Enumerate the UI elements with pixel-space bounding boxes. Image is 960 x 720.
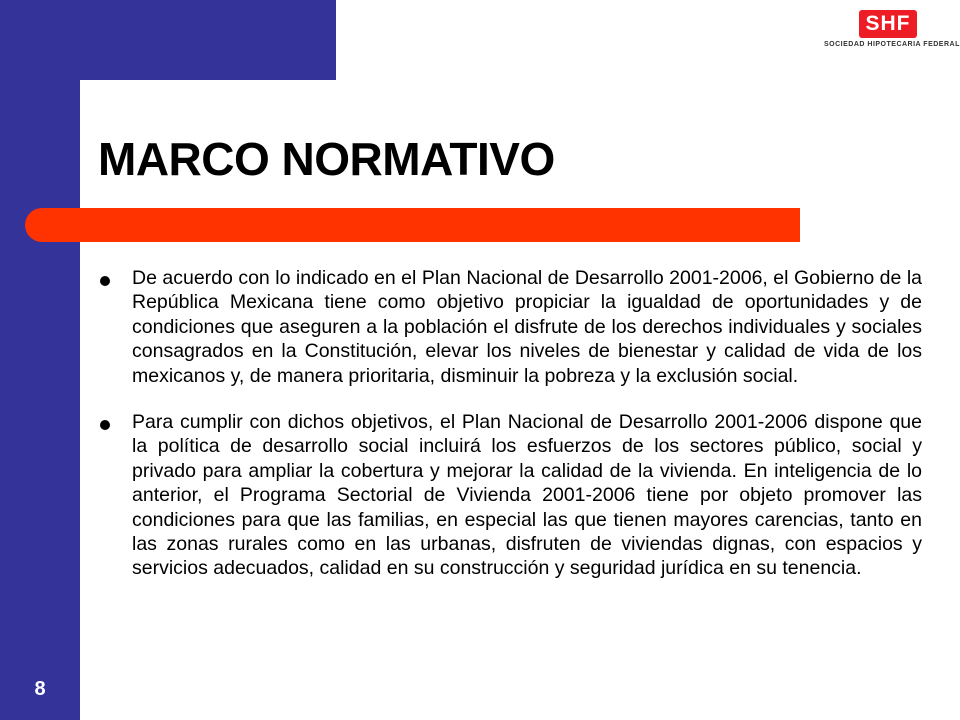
list-item <box>98 266 922 388</box>
page-number: 8 <box>34 678 46 700</box>
bullet-dot-icon <box>100 420 110 430</box>
shf-logo-subtitle: SOCIEDAD HIPOTECARIA FEDERAL <box>824 41 960 48</box>
shf-logo-mark: SHF <box>859 10 917 38</box>
bullet-dot-icon <box>100 276 110 286</box>
bullet-text: Para cumplir con dichos objetivos, el Plan Nacional de Desarrollo 2001-2006 dispone que la política de desarrollo social incluirá los esfuerzos de los sectores público, social y privado para ampliar la cobertura y mejorar la calidad de la vivienda. En inteligencia de lo anterior, el Programa Sectorial de Vivienda 2001-2006 tiene por objeto promover las condiciones para que las familias, en especial las que tienen mayores carencias, tanto en las zonas rurales como en las urbanas, disfruten de viviendas dignas, con espacios y servicios adecuados, calidad en su construcción y seguridad jurídica en su tenencia. <box>132 411 922 580</box>
shf-logo <box>820 10 960 56</box>
left-frame-bar <box>0 0 80 720</box>
list-item <box>98 410 922 581</box>
slide-title: MARCO NORMATIVO <box>98 133 555 185</box>
bullet-text: De acuerdo con lo indicado en el Plan Nacional de Desarrollo 2001-2006, el Gobierno de la República Mexicana tiene como objetivo propiciar la igualdad de oportunidades y de condiciones que aseguren a la población el disfrute de los derechos individuales y sociales consagrados en la Constitución, elevar los niveles de bienestar y calidad de vida de los mexicanos y, de manera prioritaria, disminuir la pobreza y la exclusión social. <box>132 267 922 387</box>
bullet-list <box>98 266 922 603</box>
title-accent-bar <box>25 208 800 242</box>
top-frame-bar <box>0 0 336 80</box>
